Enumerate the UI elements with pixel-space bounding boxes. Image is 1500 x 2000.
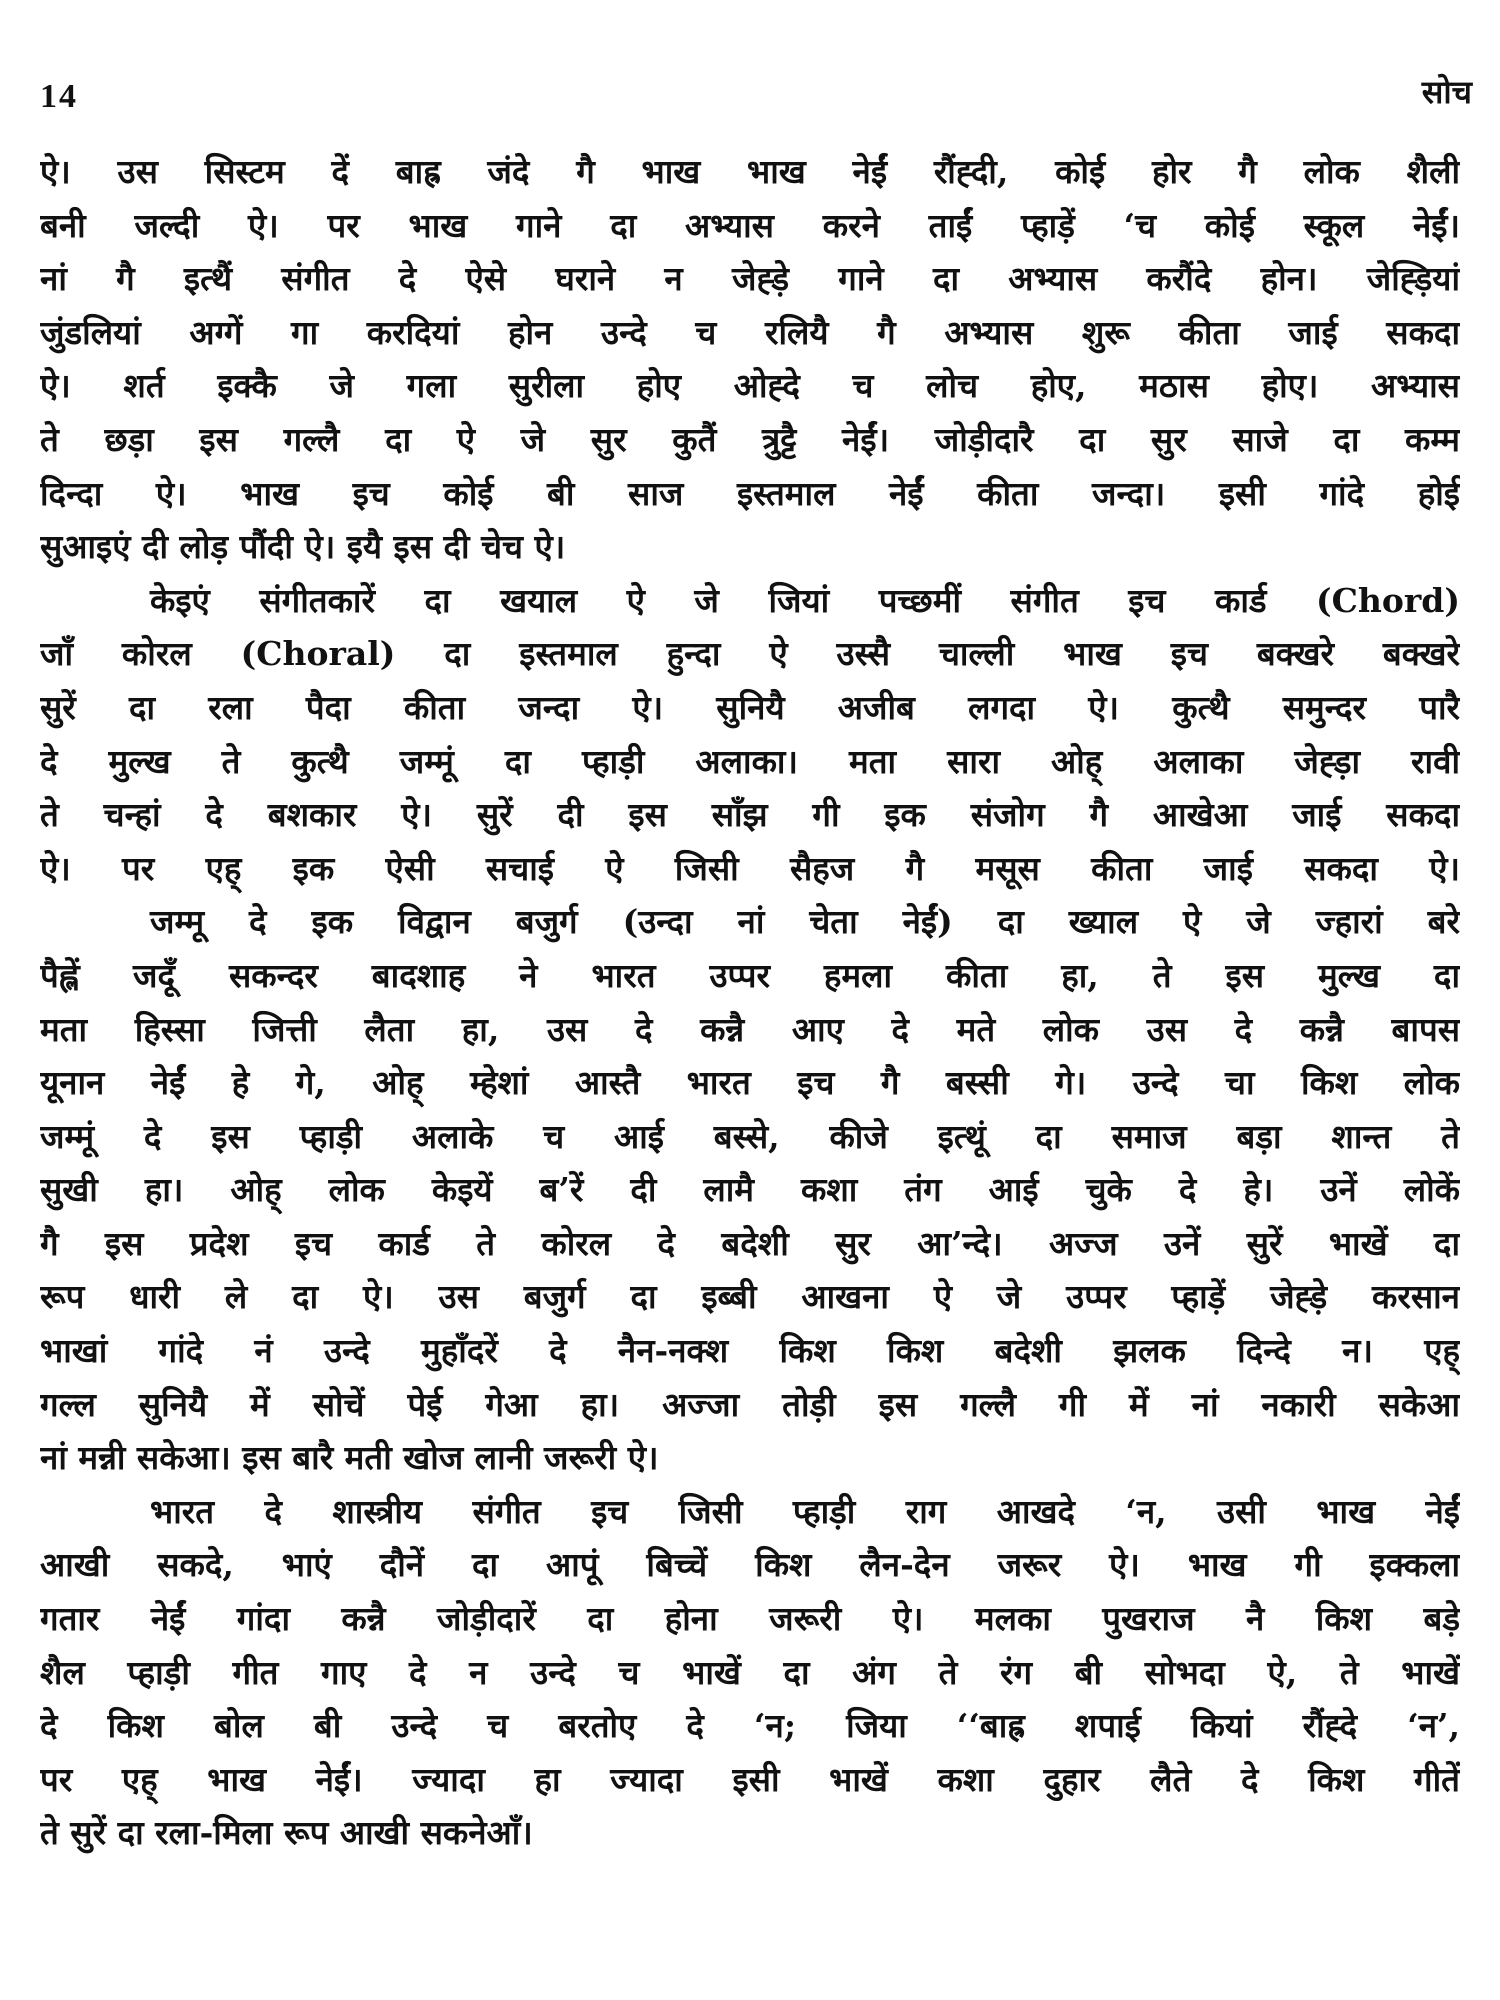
text-line: ते सुरें दा रला-मिला रूप आखी सकनेआँ। [40,1813,533,1853]
text-line: सुआइएं दी लोड़ पौंदी ऐ। इयै इस दी चेच ऐ। [40,527,566,567]
text-line: सुखी हा। ओह् लोक केइयें ब’रें दी लामै कशा तंग आई चुके दे हे। उनें लोकें [40,1170,1460,1210]
body-text [40,145,1460,1860]
paragraph-first-line: केइएं संगीतकारें दा खयाल ऐ जे जियां पच्छमीं संगीत इच कार्ड (Chord) [150,580,1460,620]
text-line: दे किश बोल बी उन्दे च बरतोए दे ‘न; जिया ‘‘बाह्र शपाई कियां रौंह्दे ‘न’, [40,1706,1460,1746]
text-line: ते छड़ा इस गल्लै दा ऐ जे सुर कुतैं त्रुट्टै नेईं। जोड़ीदारै दा सुर साजे दा कम्म [40,419,1460,459]
text-line: जाँ कोरल (Choral) दा इस्तमाल हुन्दा ऐ उस्सै चाल्ली भाख इच बक्खरे बक्खरे [40,634,1460,674]
text-line: ते चन्हां दे बशकार ऐ। सुरें दी इस साँझ गी इक संजोग गै आखेआ जाई सकदा [40,795,1460,835]
text-line: पैह्लें जदूँ सकन्दर बादशाह ने भारत उप्पर हमला कीता हा, ते इस मुल्ख दा [40,955,1460,995]
text-line: नां गै इत्थैं संगीत दे ऐसे घराने न जेह्ड़े गाने दा अभ्यास करौंदे होन। जेह्ड़ियां [40,259,1460,299]
text-line: गल्ल सुनियै में सोचें पेई गेआ हा। अज्जा तोड़ी इस गल्लै गी में नां नकारी सकेआ [40,1384,1460,1424]
text-line: बनी जल्दी ऐ। पर भाख गाने दा अभ्यास करने ताईं प्हाड़ें ‘च कोई स्कूल नेईं। [40,205,1460,245]
text-line: शैल प्हाड़ी गीत गाए दे न उन्दे च भाखें दा अंग ते रंग बी सोभदा ऐ, ते भाखें [40,1652,1460,1692]
text-line: गै इस प्रदेश इच कार्ड ते कोरल दे बदेशी सुर आ’न्दे। अज्ज उनें सुरें भाखें दा [40,1223,1460,1263]
page-number: 14 [40,78,78,115]
text-line: दिन्दा ऐ। भाख इच कोई बी साज इस्तमाल नेईं कीता जन्दा। इसी गांदे होई [40,473,1460,513]
running-head: सोच [1421,73,1472,111]
text-line: यूनान नेईं हे गे, ओह् म्हेशां आस्तै भारत इच गै बस्सी गे। उन्दे चा किश लोक [40,1063,1460,1103]
text-line: नां मन्नी सकेआ। इस बारै मती खोज लानी जरूरी ऐ। [40,1438,659,1478]
text-line: रूप धारी ले दा ऐ। उस बजुर्ग दा इब्बी आखना ऐ जे उप्पर प्हाड़ें जेह्ड़े करसान [40,1277,1460,1317]
text-line: ऐ। उस सिस्टम दें बाह्र जंदे गै भाख भाख नेईं रौंह्दी, कोई होर गै लोक शैली [40,152,1460,191]
paragraph-first-line: जम्मू दे इक विद्वान बजुर्ग (उन्दा नां चेता नेईं) दा ख्याल ऐ जे ज्हारां बरे [150,902,1460,942]
text-line: गतार नेईं गांदा कन्नै जोड़ीदारें दा होना जरूरी ऐ। मलका पुखराज नै किश बड़े [40,1599,1460,1639]
paragraph-first-line: भारत दे शास्त्रीय संगीत इच जिसी प्हाड़ी राग आखदे ‘न, उसी भाख नेईं [150,1491,1460,1531]
text-line: ऐ। शर्त इक्कै जे गला सुरीला होए ओह्दे च लोच होए, मठास होए। अभ्यास [40,366,1460,406]
text-line: ऐ। पर एह् इक ऐसी सचाई ऐ जिसी सैहज गै मसूस कीता जाई सकदा ऐ। [40,848,1460,888]
text-line: पर एह् भाख नेईं। ज्यादा हा ज्यादा इसी भाखें कशा दुहार लैते दे किश गीतें [40,1759,1460,1799]
text-line: मता हिस्सा जित्ती लैता हा, उस दे कन्नै आए दे मते लोक उस दे कन्नै बापस [40,1009,1460,1049]
text-line: जुंडलियां अग्गें गा करदियां होन उन्दे च रलियै गै अभ्यास शुरू कीता जाई सकदा [40,312,1460,352]
text-line: सुरें दा रला पैदा कीता जन्दा ऐ। सुनियै अजीब लगदा ऐ। कुत्थै समुन्दर पारै [40,687,1460,727]
text-line: भाखां गांदे नं उन्दे मुहाँदरें दे नैन-नक्श किश किश बदेशी झलक दिन्दे न। एह् [40,1331,1460,1371]
text-line: दे मुल्ख ते कुत्थै जम्मूं दा प्हाड़ी अलाका। मता सारा ओह् अलाका जेह्ड़ा रावी [40,741,1460,781]
text-line: आखी सकदे, भाएं दौनें दा आपूं बिच्चें किश लैन-देन जरूर ऐ। भाख गी इक्कला [40,1545,1460,1585]
text-line: जम्मूं दे इस प्हाड़ी अलाके च आई बस्से, कीजे इत्थूं दा समाज बड़ा शान्त ते [40,1116,1460,1156]
